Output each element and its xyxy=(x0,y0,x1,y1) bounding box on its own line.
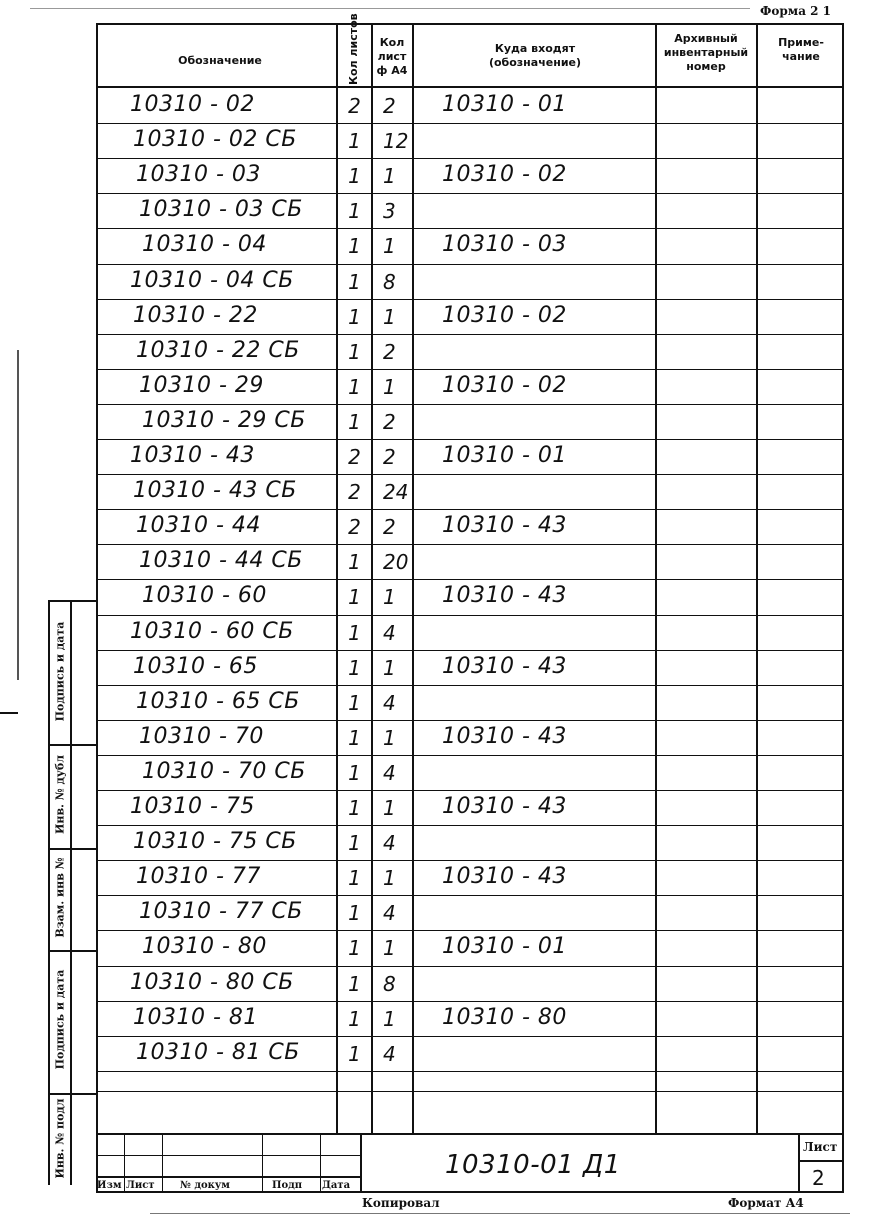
row-designation: 10310 - 80 xyxy=(142,934,267,960)
row-sheets: 1 xyxy=(348,901,361,926)
side-label-dup-inv: Инв. № дубл xyxy=(53,755,67,834)
row-sheets: 1 xyxy=(348,269,361,294)
row-sheets: 1 xyxy=(348,304,361,329)
col-line-1 xyxy=(336,23,338,1133)
row-sheets-a4: 12 xyxy=(383,129,409,154)
row-sheets-a4: 20 xyxy=(383,550,409,575)
title-block-cv3 xyxy=(262,1133,263,1193)
row-designation: 10310 - 60 СБ xyxy=(130,618,294,644)
row-sheets-a4: 2 xyxy=(383,409,396,434)
header-designation: Обозначение xyxy=(178,54,262,67)
row-where-used: 10310 - 02 xyxy=(442,372,567,398)
row-where-used: 10310 - 02 xyxy=(442,302,567,328)
top-dash-line xyxy=(30,8,750,9)
row-designation: 10310 - 81 СБ xyxy=(136,1039,300,1065)
row-designation: 10310 - 03 СБ xyxy=(139,197,303,223)
row-sheets-a4: 2 xyxy=(383,445,396,469)
row-designation: 10310 - 44 xyxy=(136,513,261,539)
row-sheets: 1 xyxy=(348,199,361,224)
row-rule xyxy=(96,158,844,159)
row-sheets-a4: 1 xyxy=(383,796,396,820)
side-label-sign-date-2: Подпись и дата xyxy=(53,969,67,1070)
tb-col-date: Дата xyxy=(322,1180,351,1191)
row-designation: 10310 - 02 СБ xyxy=(133,127,297,153)
row-rule xyxy=(96,1036,844,1037)
row-rule xyxy=(96,895,844,896)
col-line-5 xyxy=(756,23,758,1133)
row-rule xyxy=(96,544,844,545)
side-strip-right xyxy=(70,600,72,1185)
title-block-top xyxy=(96,1133,844,1135)
bottom-rule xyxy=(150,1213,850,1214)
row-designation: 10310 - 81 xyxy=(133,1004,258,1030)
row-designation: 10310 - 02 xyxy=(130,92,255,117)
footer-format: Формат А4 xyxy=(728,1196,804,1210)
row-rule xyxy=(96,299,844,300)
row-designation: 10310 - 04 xyxy=(142,232,267,258)
row-sheets: 1 xyxy=(348,655,361,680)
row-rule xyxy=(96,404,844,405)
header-archive: Архивный инвентарный номер xyxy=(663,32,749,73)
row-sheets: 1 xyxy=(348,129,361,154)
row-designation: 10310 - 77 СБ xyxy=(139,899,303,925)
row-sheets-a4: 8 xyxy=(383,269,396,294)
row-where-used: 10310 - 43 xyxy=(442,513,567,539)
row-sheets: 1 xyxy=(348,725,361,750)
row-designation: 10310 - 29 xyxy=(139,372,264,398)
row-rule xyxy=(96,930,844,931)
row-rule xyxy=(96,369,844,370)
row-sheets: 1 xyxy=(348,831,361,856)
row-rule-extra xyxy=(96,1091,844,1092)
row-sheets: 1 xyxy=(348,550,361,575)
row-sheets: 1 xyxy=(348,1006,361,1031)
row-designation: 10310 - 77 xyxy=(136,864,261,890)
row-sheets: 1 xyxy=(348,620,361,645)
row-designation: 10310 - 29 СБ xyxy=(142,407,306,433)
row-sheets-a4: 4 xyxy=(383,760,396,785)
row-where-used: 10310 - 02 xyxy=(442,162,567,188)
row-sheets-a4: 4 xyxy=(383,620,396,645)
row-rule xyxy=(96,264,844,265)
row-where-used: 10310 - 43 xyxy=(442,794,567,819)
row-sheets-a4: 4 xyxy=(383,1041,396,1066)
row-where-used: 10310 - 01 xyxy=(442,934,567,960)
row-sheets-a4: 4 xyxy=(383,690,396,715)
row-sheets-a4: 1 xyxy=(383,655,396,680)
margin-mark xyxy=(0,712,18,714)
row-rule xyxy=(96,509,844,510)
row-sheets: 1 xyxy=(348,339,361,364)
row-rule xyxy=(96,755,844,756)
row-sheets-a4: 4 xyxy=(383,831,396,856)
doc-number: 10310-01 Д1 xyxy=(445,1150,621,1180)
row-sheets-a4: 3 xyxy=(383,199,396,224)
row-sheets-a4: 1 xyxy=(383,374,396,399)
row-rule xyxy=(96,966,844,967)
row-sheets-a4: 1 xyxy=(383,304,396,329)
row-sheets: 1 xyxy=(348,1041,361,1066)
header-sheet-count-a4: Кол лист ф А4 xyxy=(376,36,408,77)
row-sheets-a4: 1 xyxy=(383,585,396,610)
tb-col-izm: Изм xyxy=(97,1180,122,1191)
row-where-used: 10310 - 01 xyxy=(442,92,567,117)
sheet-label: Лист xyxy=(803,1140,838,1154)
side-label-repl-inv: Взам. инв № xyxy=(53,857,67,938)
row-sheets: 1 xyxy=(348,936,361,961)
header-rule xyxy=(96,86,844,88)
row-sheets-a4: 1 xyxy=(383,234,396,259)
row-designation: 10310 - 43 СБ xyxy=(133,478,297,504)
row-designation: 10310 - 75 СБ xyxy=(133,829,297,855)
header-note: Приме- чание xyxy=(778,36,824,63)
row-sheets: 1 xyxy=(348,971,361,996)
header-sheet-count xyxy=(338,13,371,85)
sheet-cell-mid xyxy=(798,1160,844,1162)
row-where-used: 10310 - 01 xyxy=(442,443,567,468)
row-sheets-a4: 4 xyxy=(383,901,396,926)
row-rule xyxy=(96,334,844,335)
row-designation: 10310 - 70 xyxy=(139,723,264,749)
row-sheets-a4: 1 xyxy=(383,1006,396,1031)
col-line-3 xyxy=(412,23,414,1133)
row-sheets: 1 xyxy=(348,690,361,715)
row-where-used: 10310 - 43 xyxy=(442,723,567,749)
sheet-cell-left xyxy=(798,1133,800,1193)
row-sheets: 1 xyxy=(348,234,361,259)
row-where-used: 10310 - 43 xyxy=(442,864,567,890)
title-block-div xyxy=(360,1133,362,1193)
row-rule xyxy=(96,790,844,791)
row-sheets: 1 xyxy=(348,585,361,610)
row-rule xyxy=(96,228,844,229)
row-designation: 10310 - 22 СБ xyxy=(136,337,300,363)
tb-col-doc: № докум xyxy=(180,1180,230,1191)
row-sheets: 1 xyxy=(348,796,361,820)
row-sheets: 1 xyxy=(348,374,361,399)
tb-col-sign: Подп xyxy=(272,1180,303,1191)
row-rule xyxy=(96,860,844,861)
row-designation: 10310 - 43 xyxy=(130,443,255,468)
sheet-number: 2 xyxy=(812,1166,825,1190)
row-designation: 10310 - 04 СБ xyxy=(130,267,294,293)
row-rule xyxy=(96,193,844,194)
row-sheets: 2 xyxy=(348,480,361,505)
row-sheets-a4: 1 xyxy=(383,936,396,961)
row-where-used: 10310 - 43 xyxy=(442,583,567,609)
row-sheets: 2 xyxy=(348,445,361,469)
title-block-cv4 xyxy=(320,1133,321,1193)
row-sheets-a4: 2 xyxy=(383,94,396,118)
row-sheets-a4: 2 xyxy=(383,339,396,364)
row-rule xyxy=(96,825,844,826)
row-designation: 10310 - 70 СБ xyxy=(142,758,306,784)
header-where-used: Куда входят (обозначение) xyxy=(488,42,582,69)
row-rule xyxy=(96,474,844,475)
row-rule xyxy=(96,615,844,616)
row-sheets: 1 xyxy=(348,760,361,785)
row-rule xyxy=(96,579,844,580)
side-label-sign-date-1: Подпись и дата xyxy=(53,621,67,722)
row-rule xyxy=(96,123,844,124)
row-rule xyxy=(96,1001,844,1002)
side-strip-top xyxy=(48,600,96,602)
row-sheets-a4: 1 xyxy=(383,725,396,750)
margin-mark-vertical xyxy=(17,350,19,680)
title-block-cv1 xyxy=(124,1133,125,1193)
row-sheets: 2 xyxy=(348,94,361,118)
row-sheets-a4: 2 xyxy=(383,515,396,540)
row-designation: 10310 - 03 xyxy=(136,162,261,188)
side-strip-left xyxy=(48,600,50,1185)
row-rule xyxy=(96,650,844,651)
title-block-cv2 xyxy=(162,1133,163,1193)
row-rule xyxy=(96,439,844,440)
row-designation: 10310 - 60 xyxy=(142,583,267,609)
row-rule xyxy=(96,1071,844,1072)
row-designation: 10310 - 65 СБ xyxy=(136,688,300,714)
row-designation: 10310 - 80 СБ xyxy=(130,969,294,995)
row-sheets: 1 xyxy=(348,866,361,891)
row-where-used: 10310 - 43 xyxy=(442,653,567,679)
row-sheets-a4: 1 xyxy=(383,866,396,891)
header-sheet-count-text: Кол листов xyxy=(347,13,360,85)
row-sheets: 1 xyxy=(348,409,361,434)
row-rule xyxy=(96,720,844,721)
row-where-used: 10310 - 03 xyxy=(442,232,567,258)
row-designation: 10310 - 22 xyxy=(133,302,258,328)
row-sheets: 1 xyxy=(348,164,361,189)
row-sheets-a4: 1 xyxy=(383,164,396,189)
side-label-orig-inv: Инв. № подл xyxy=(53,1098,67,1179)
row-where-used: 10310 - 80 xyxy=(442,1004,567,1030)
row-sheets-a4: 24 xyxy=(383,480,409,505)
row-designation: 10310 - 44 СБ xyxy=(139,548,303,574)
row-designation: 10310 - 75 xyxy=(130,794,255,819)
row-rule xyxy=(96,685,844,686)
tb-col-list: Лист xyxy=(126,1180,155,1191)
col-line-2 xyxy=(371,23,373,1133)
footer-copied: Копировал xyxy=(362,1196,440,1210)
row-sheets-a4: 8 xyxy=(383,971,396,996)
row-sheets: 2 xyxy=(348,515,361,540)
form-label: Форма 2 1 xyxy=(760,4,832,18)
row-designation: 10310 - 65 xyxy=(133,653,258,679)
col-line-4 xyxy=(655,23,657,1133)
